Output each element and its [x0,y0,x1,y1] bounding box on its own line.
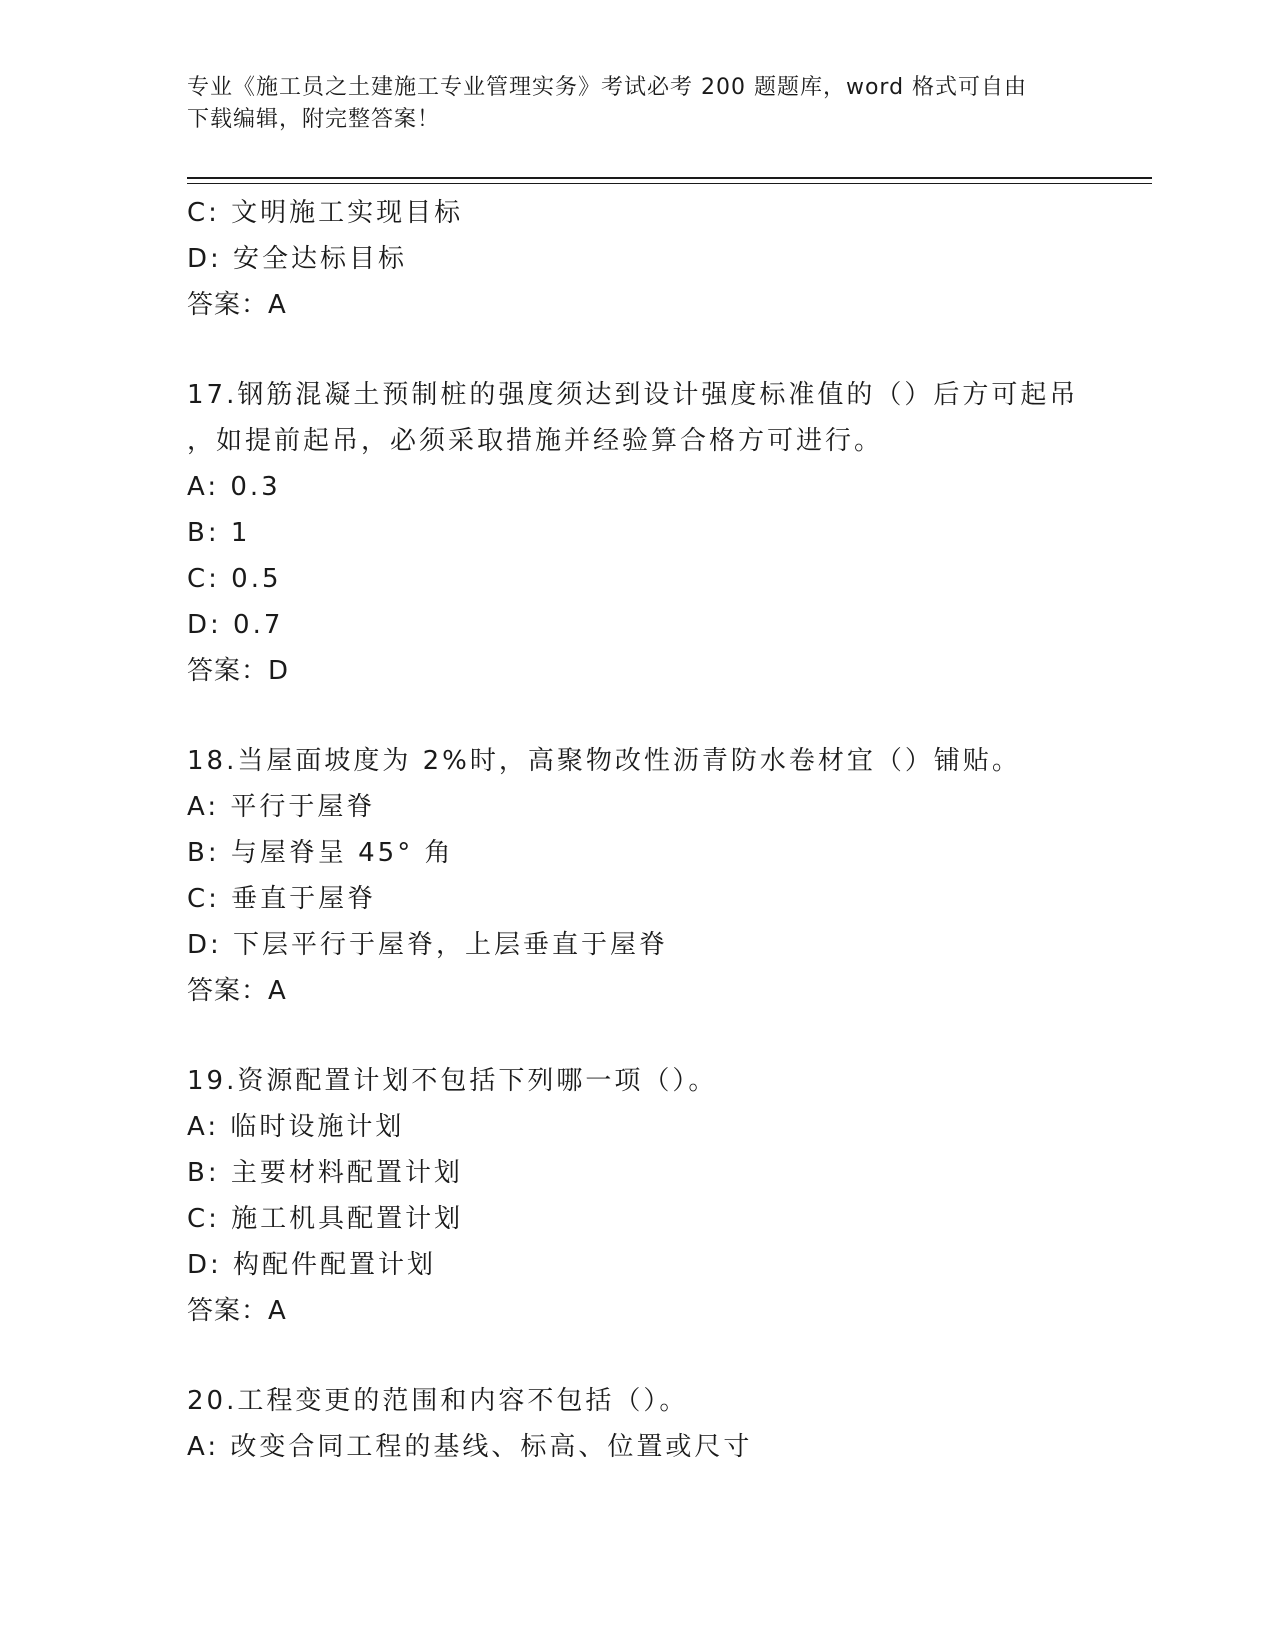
question-20 [187,1378,1087,1470]
option-a: A: 改变合同工程的基线、标高、位置或尺寸 [187,1432,753,1462]
answer: 答案：A [187,976,287,1006]
header-title-line1: 专业《施工员之土建施工专业管理实务》考试必考 200 题题库，word 格式可自由 [187,75,1028,100]
question-19 [187,1058,1087,1334]
answer: 答案：A [187,1296,287,1326]
option-c: C: 垂直于屋脊 [187,884,377,914]
option-c: C: 施工机具配置计划 [187,1204,464,1234]
question-stem-continued: ，如提前起吊，必须采取措施并经验算合格方可进行。 [187,426,884,456]
option-a: A: 0.3 [187,472,281,502]
question-16-tail [187,190,1087,328]
option-c: C: 文明施工实现目标 [187,198,464,228]
question-18 [187,738,1087,1014]
document-header [187,72,1067,136]
question-stem: 20.工程变更的范围和内容不包括（）。 [187,1386,689,1416]
answer: 答案：D [187,656,290,686]
option-b: B: 1 [187,518,251,548]
option-d: D: 0.7 [187,610,284,640]
header-title-line2: 下载编辑，附完整答案！ [187,107,441,132]
question-stem: 18.当屋面坡度为 2%时，高聚物改性沥青防水卷材宜（）铺贴。 [187,746,1021,776]
question-list [187,190,1087,1470]
option-a: A: 临时设施计划 [187,1112,405,1142]
answer: 答案：A [187,290,287,320]
header-rule-thin [187,183,1152,184]
option-d: D: 构配件配置计划 [187,1250,437,1280]
option-b: B: 与屋脊呈 45° 角 [187,838,454,868]
header-rule-thick [187,177,1152,179]
question-stem: 19.资源配置计划不包括下列哪一项（）。 [187,1066,718,1096]
option-a: A: 平行于屋脊 [187,792,376,822]
option-c: C: 0.5 [187,564,282,594]
question-17 [187,372,1087,694]
option-d: D: 安全达标目标 [187,244,408,274]
option-b: B: 主要材料配置计划 [187,1158,463,1188]
question-stem: 17.钢筋混凝土预制桩的强度须达到设计强度标准值的（）后方可起吊 [187,380,1079,410]
option-d: D: 下层平行于屋脊，上层垂直于屋脊 [187,930,669,960]
